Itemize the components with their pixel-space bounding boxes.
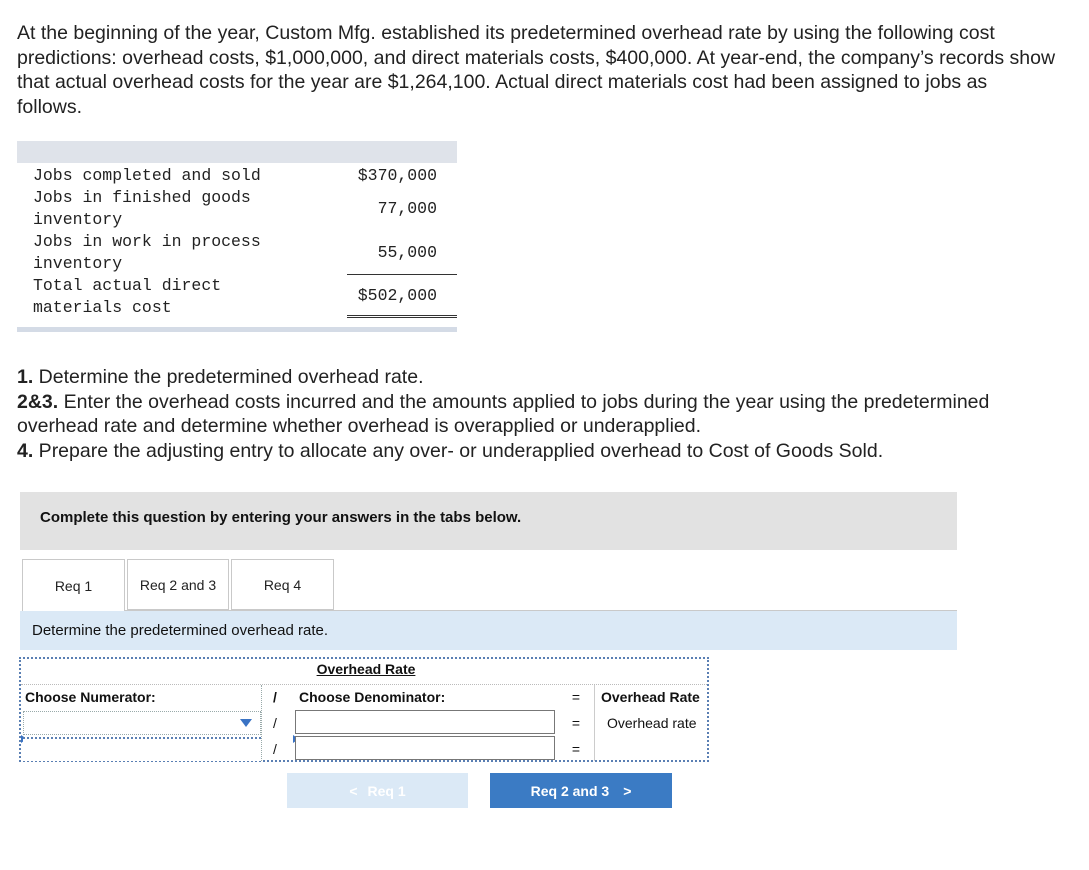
task-4: 4. Prepare the adjusting entry to allocate any over- or underapplied overhead to Cost of Goods Sold. [17,439,884,462]
divide-symbol: / [273,741,277,757]
prev-req-button[interactable] [287,773,468,808]
problem-intro: At the beginning of the year, Custom Mfg. established its predetermined overhead rate by using the following cost predictions: overhead costs, $1,000,000, and direct materials costs, $400,000. At year-end, the company’s records show that actual overhead costs for the year are $1,264,100. Actual direct materials cost had been assigned to jobs as follows. [17,22,1056,118]
result-value: Overhead rate [607,715,697,731]
tab-req-2-and-3[interactable]: Req 2 and 3 [127,559,229,610]
chevron-left-icon: < [349,782,358,799]
row-value: $502,000 [347,285,457,318]
denominator-input-row2[interactable] [295,736,555,760]
next-req-button[interactable] [490,773,672,808]
task-2-3: 2&3. Enter the overhead costs incurred and the amounts applied to jobs during the year using the predetermined overhead rate and determine whether overhead is overapplied or underapplied. [17,390,990,437]
row-label: Jobs in finished goods inventory [33,188,251,229]
equals-symbol: = [571,741,581,757]
chevron-down-icon[interactable] [240,719,252,727]
complete-prompt: Complete this question by entering your answers in the tabs below. [20,492,957,550]
column-divider [594,685,595,761]
denominator-header: Choose Denominator: [299,689,446,705]
overhead-rate-grid [19,657,709,762]
numerator-input-row2[interactable] [23,737,261,761]
table-row [17,165,457,187]
row-label: Jobs in work in process inventory [33,232,261,273]
result-header: Overhead Rate [601,689,700,705]
task-1: 1. Determine the predetermined overhead rate. [17,366,424,388]
grid-title: Overhead Rate [316,661,416,677]
row-label: Jobs completed and sold [33,166,261,185]
table-row [17,231,457,275]
numerator-header: Choose Numerator: [25,689,156,705]
denominator-input[interactable] [295,710,555,734]
row-value: 77,000 [377,199,437,218]
divide-symbol: / [273,715,277,731]
next-req-label: Req 2 and 3 [530,782,610,799]
equals-symbol: = [571,689,581,705]
prev-req-label: Req 1 [367,782,406,799]
row-label: Total actual direct materials cost [33,276,222,317]
row-value: 55,000 [347,242,457,275]
cost-table-footer-bar [17,327,457,332]
cost-table-header-bar [17,141,457,163]
table-row [17,275,457,319]
tab-req-1[interactable]: Req 1 [22,559,125,611]
tab-req-4[interactable]: Req 4 [231,559,334,610]
instruction-bar: Determine the predetermined overhead rate. [20,611,957,650]
chevron-right-icon: > [623,782,632,799]
table-row [17,187,457,231]
column-divider [261,685,262,761]
row-value: $370,000 [357,166,437,185]
equals-symbol: = [571,715,581,731]
task-list [17,365,1067,463]
divide-symbol: / [273,689,277,705]
numerator-select[interactable] [23,711,261,735]
row-divider [21,684,707,685]
cost-table [17,141,457,332]
